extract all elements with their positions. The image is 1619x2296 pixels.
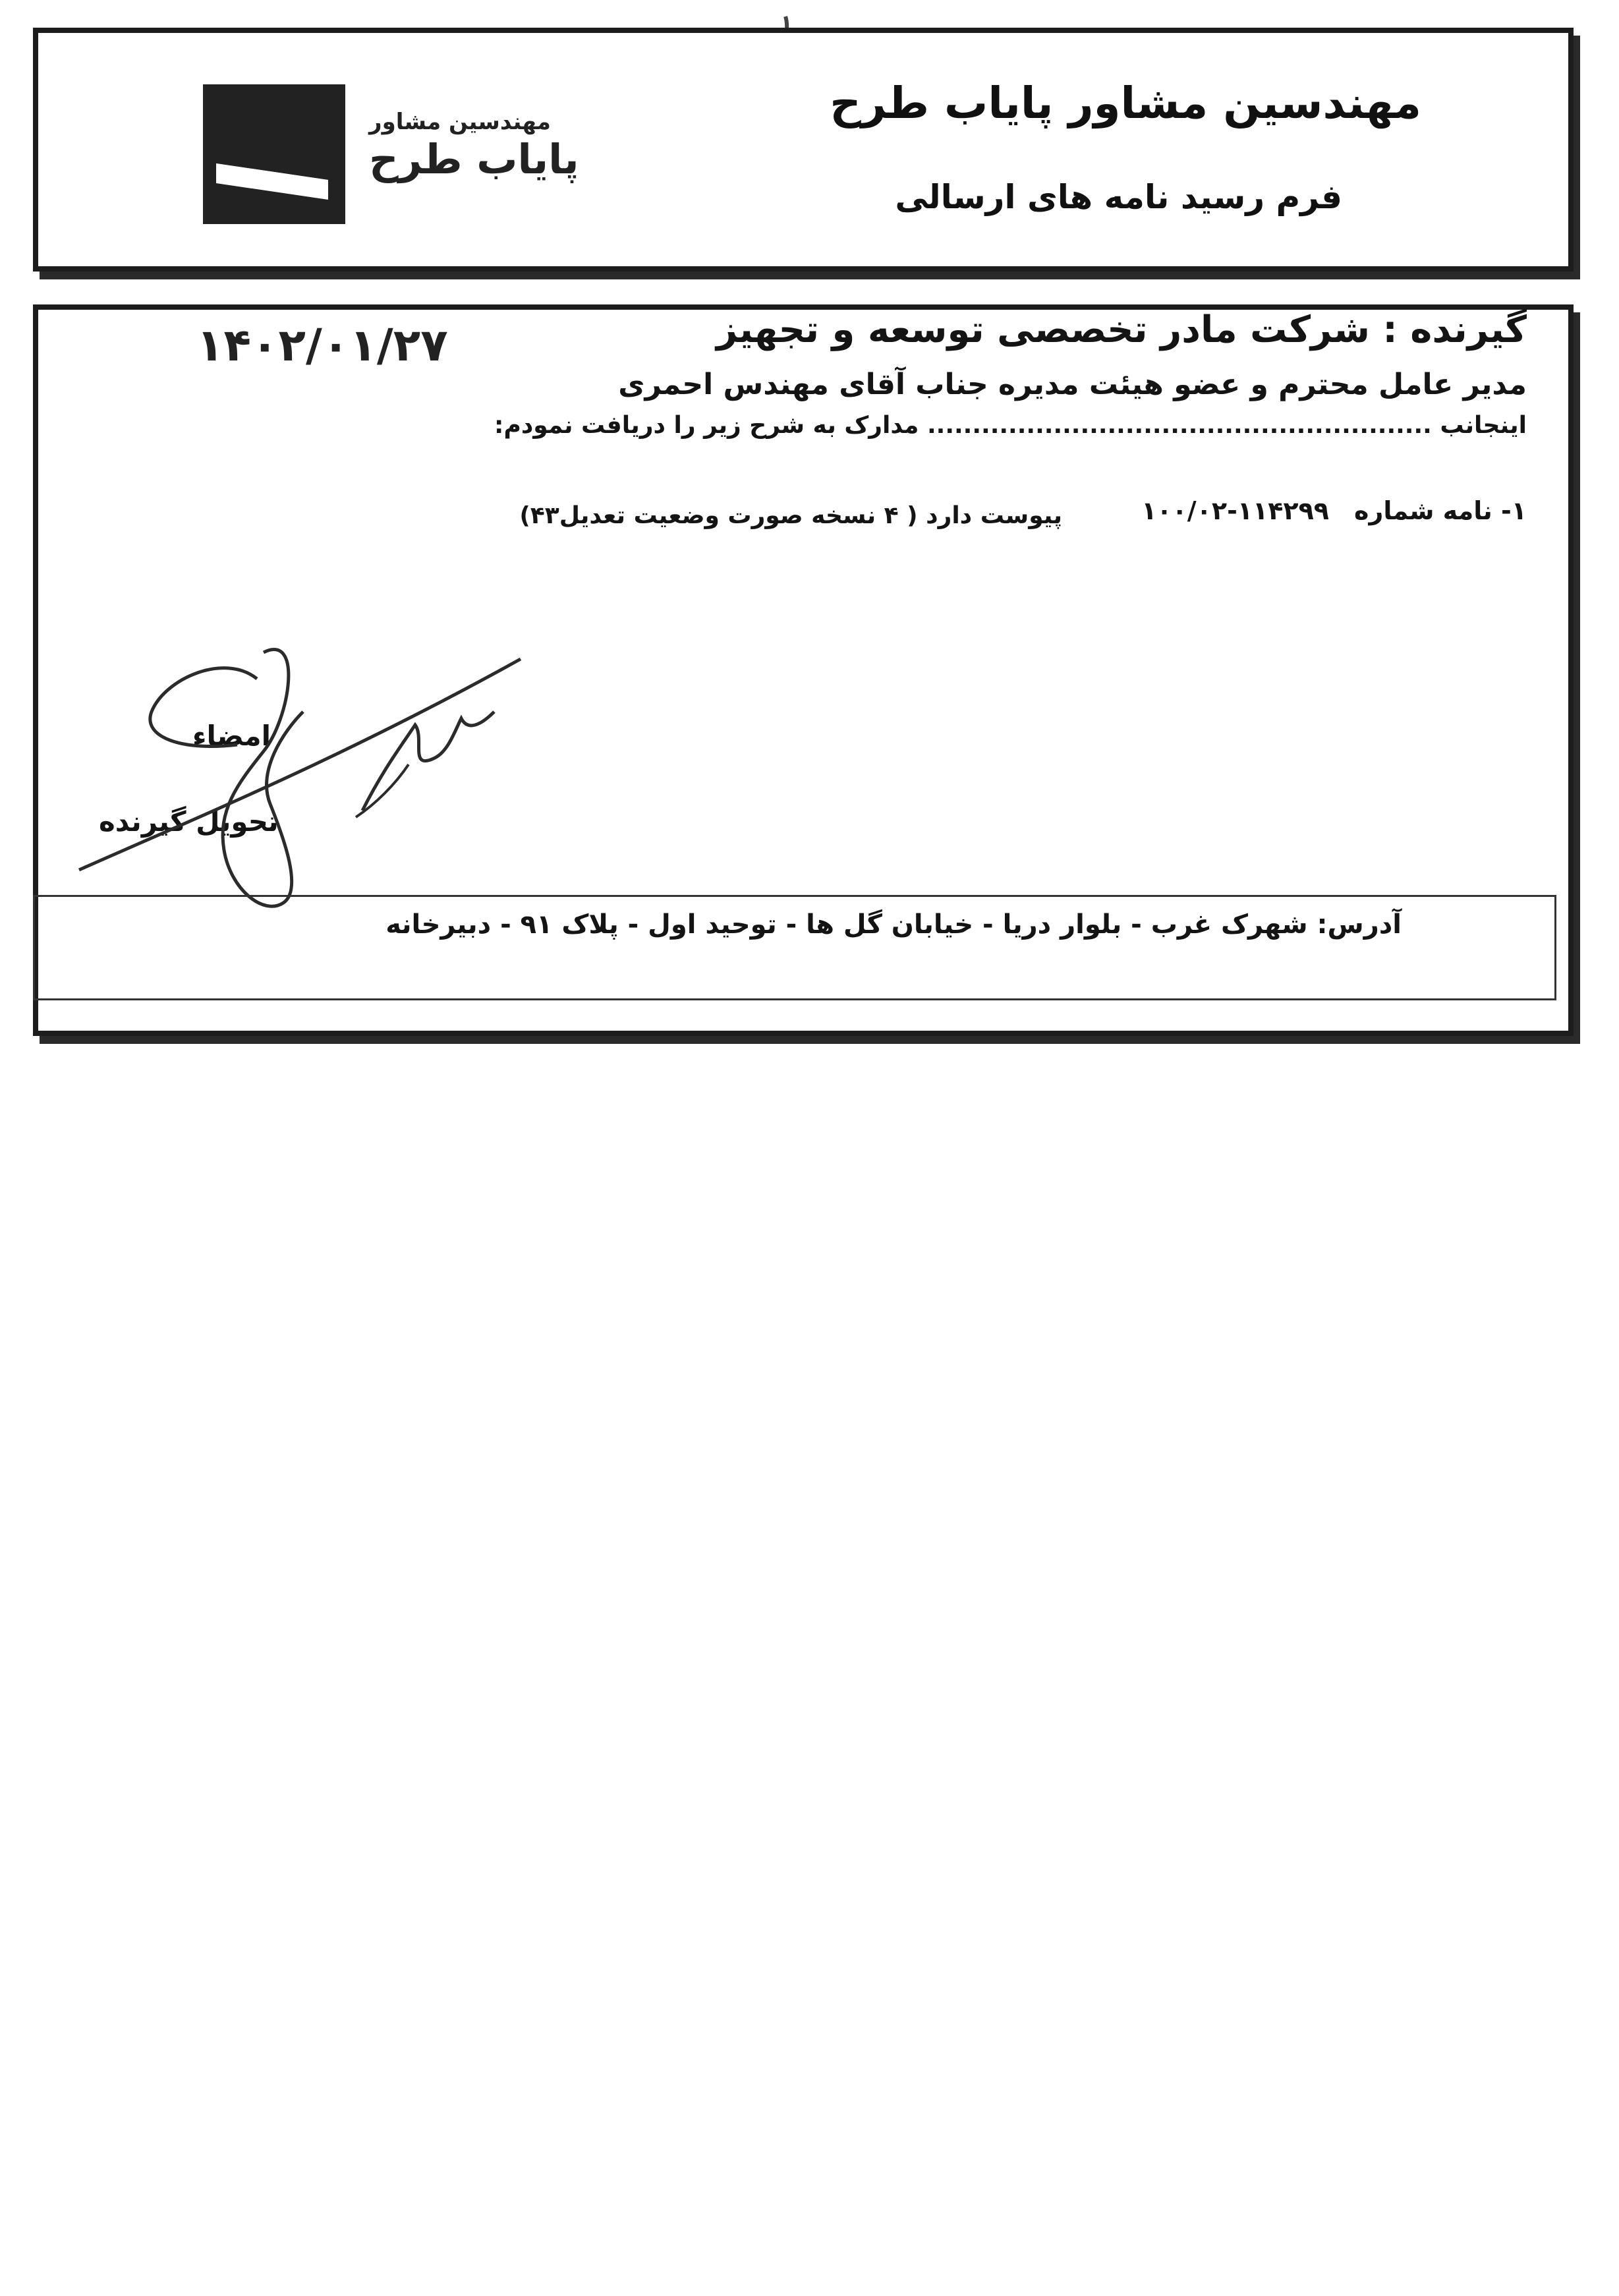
receipt-date: ۱۴۰۲/۰۱/۲۷	[196, 320, 448, 372]
letter-item-label: ۱- نامه شماره	[1354, 496, 1527, 525]
letter-number: ۱۰۰/۰۲-۱۱۴۲۹۹	[1141, 496, 1329, 525]
logo-large-text: پایاب طرح	[369, 135, 579, 183]
logo-slash-icon	[203, 84, 345, 224]
undersigned-statement: اینجانب ........................................................ مدارک به شرح زیر را دریافت نمودم:	[494, 412, 1527, 439]
recipient-line: گیرنده : شرکت مادر تخصصی توسعه و تجهیز	[716, 308, 1527, 351]
logo-small-text: مهندسین مشاور	[369, 109, 551, 135]
company-logo-mark	[203, 84, 345, 224]
recipient-title: مدیر عامل محترم و عضو هیئت مدیره جناب آقای مهندس احمری	[618, 368, 1527, 401]
signature-label: امضاء	[192, 720, 271, 752]
handwritten-signature	[66, 639, 540, 936]
form-title: فرم رسید نامه های ارسالی	[895, 178, 1342, 216]
receiver-label: تحویل گیرنده	[99, 805, 279, 838]
address-line: آدرس: شهرک غرب - بلوار دریا - خیابان گل ها - توحید اول - پلاک ۹۱ - دبیرخانه	[385, 909, 1402, 940]
attachment-note: پیوست دارد ( ۴ نسخه صورت وضعیت تعدیل۴۳)	[519, 502, 1062, 529]
company-title: مهندسین مشاور پایاب طرح	[830, 78, 1421, 129]
